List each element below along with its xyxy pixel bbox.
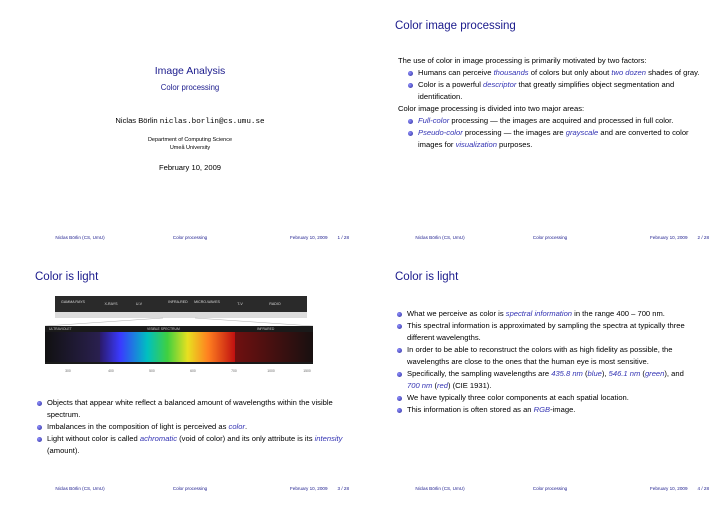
list-item: This spectral information is approximated by sampling the spectra at typically three different wavelengths.	[395, 320, 695, 344]
slide-4	[385, 273, 715, 493]
list-item: What we perceive as color is spectral information in the range 400 – 700 nm.	[395, 308, 695, 320]
intro-text: The use of color in image processing is primarily motivated by two factors:	[398, 56, 647, 65]
author-name: Niclas Börlin	[115, 116, 158, 125]
author-line	[25, 116, 355, 126]
list-item: Specifically, the sampling wavelengths are 435.8 nm (blue), 546.1 nm (green), and 700 nm (red) (CIE 1931).	[395, 368, 695, 392]
slide-footer	[385, 483, 715, 493]
slide-footer	[25, 483, 355, 493]
footer-topic: Color processing	[172, 485, 208, 491]
footer-page: 1 / 28	[337, 234, 349, 240]
presentation-subtitle: Color processing	[160, 83, 220, 92]
electromagnetic-spectrum-figure	[35, 296, 323, 378]
footer-page: 4 / 28	[697, 485, 709, 491]
band-label: U-V	[135, 302, 143, 306]
scale-label: 1000	[267, 369, 275, 373]
footer-author: Niclas Börlin (CS, UmU)	[55, 234, 105, 240]
scale-label: 400	[108, 369, 114, 373]
frame-title: Color is light	[35, 271, 99, 283]
band-label: GAMMA RAYS	[61, 300, 85, 304]
list-item: Humans can perceive thousands of colors but only about two dozen shades of gray.	[406, 67, 703, 79]
list-item: Pseudo-color processing — the images are grayscale and are converted to color images for visualization purposes.	[406, 127, 703, 151]
institution	[25, 136, 355, 152]
slide-body	[398, 55, 703, 151]
list-item: In order to be able to reconstruct the colors with as high fidelity as possible, the wavelengths are close to the ones that the human eye is most sensitive.	[395, 344, 695, 368]
spectrum-label-ir: INFRARED	[257, 327, 275, 331]
list-item: This information is often stored as an RGB-image.	[395, 404, 695, 416]
spectrum-label-uv: ULTRAVIOLET	[49, 327, 72, 331]
footer-author: Niclas Börlin (CS, UmU)	[55, 485, 105, 491]
footer-page: 3 / 28	[337, 485, 349, 491]
intro-text-2: Color image processing is divided into two major areas:	[398, 104, 585, 113]
frame-title: Color image processing	[395, 20, 516, 32]
slide-2	[385, 22, 715, 242]
band-label: X-RAYS	[104, 302, 118, 306]
slide-footer	[385, 232, 715, 242]
footer-author: Niclas Börlin (CS, UmU)	[415, 485, 465, 491]
author-email: niclas.borlin@cs.umu.se	[159, 118, 265, 126]
scale-label: 700	[231, 369, 237, 373]
list-item: Light without color is called achromatic (void of color) and its only attribute is its intensity (amount).	[35, 433, 345, 457]
band-label: RADIO	[269, 302, 281, 306]
presentation-title: Image Analysis	[154, 65, 226, 77]
slide-1-title	[25, 22, 355, 242]
scale-label: 1500	[303, 369, 311, 373]
scale-label: 500	[149, 369, 155, 373]
slide-body	[395, 308, 695, 416]
band-label: T-V	[237, 302, 243, 306]
list-item: We have typically three color components at each spatial location.	[395, 392, 695, 404]
footer-page: 2 / 28	[697, 234, 709, 240]
scale-label: 600	[190, 369, 196, 373]
footer-date: February 10, 2009	[289, 234, 328, 240]
footer-topic: Color processing	[532, 234, 568, 240]
frame-title: Color is light	[395, 271, 459, 283]
slide-footer	[25, 232, 355, 242]
list-item: Objects that appear white reflect a balanced amount of wavelengths within the visible spectrum.	[35, 397, 345, 421]
slide-3	[25, 273, 355, 493]
footer-topic: Color processing	[172, 234, 208, 240]
band-label: MICRO-WAVES	[194, 300, 220, 304]
scale-label: 300	[65, 369, 71, 373]
department: Department of Computing Science	[147, 137, 233, 143]
list-item: Color is a powerful descriptor that greatly simplifies object segmentation and identification.	[406, 79, 703, 103]
footer-date: February 10, 2009	[289, 485, 328, 491]
footer-topic: Color processing	[532, 485, 568, 491]
list-item: Imbalances in the composition of light is perceived as color.	[35, 421, 345, 433]
presentation-date: February 10, 2009	[158, 163, 222, 172]
list-item: Full-color processing — the images are acquired and processed in full color.	[406, 115, 703, 127]
footer-date: February 10, 2009	[649, 485, 688, 491]
slide-body	[35, 397, 345, 457]
university: Umeå University	[169, 145, 211, 151]
band-label: INFRA-RED	[168, 300, 188, 304]
footer-author: Niclas Börlin (CS, UmU)	[415, 234, 465, 240]
spectrum-label-visible: VISIBLE SPECTRUM	[147, 327, 180, 331]
footer-date: February 10, 2009	[649, 234, 688, 240]
